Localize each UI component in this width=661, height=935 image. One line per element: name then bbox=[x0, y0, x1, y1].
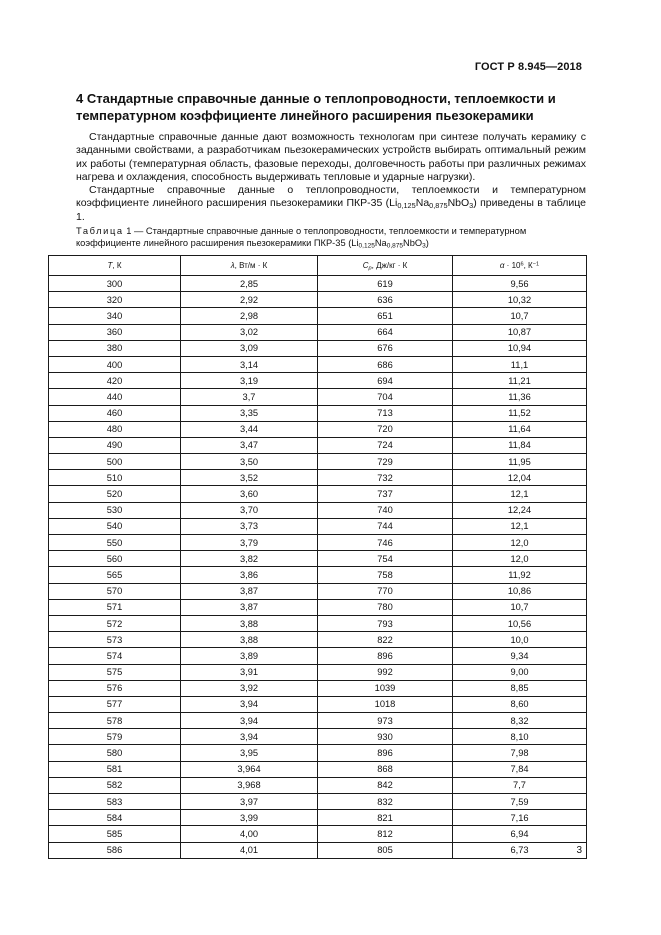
header-expansion-coefficient: $\alpha \cdot 10^6$, $К^{-1}$ bbox=[453, 256, 587, 276]
table-row bbox=[49, 389, 587, 405]
table-row bbox=[49, 842, 587, 858]
cell-heat-capacity: 842 bbox=[318, 777, 453, 793]
cell-expansion: 12,04 bbox=[453, 470, 587, 486]
table-row bbox=[49, 680, 587, 696]
table-row bbox=[49, 276, 587, 292]
cell-expansion: 10,56 bbox=[453, 615, 587, 631]
cell-conductivity: 3,70 bbox=[181, 502, 318, 518]
cell-expansion: 8,10 bbox=[453, 729, 587, 745]
header-heat-capacity: $C_p$, Дж/кг · К bbox=[318, 256, 453, 276]
formula-li-subscript: 0,125 bbox=[397, 201, 416, 211]
cell-conductivity: 3,47 bbox=[181, 437, 318, 453]
cell-expansion: 9,00 bbox=[453, 664, 587, 680]
cell-heat-capacity: 729 bbox=[318, 454, 453, 470]
cell-heat-capacity: 780 bbox=[318, 599, 453, 615]
table-row bbox=[49, 356, 587, 372]
thermal-data-table bbox=[48, 255, 587, 859]
formula-na-subscript: 0,875 bbox=[429, 201, 448, 211]
cell-expansion: 6,94 bbox=[453, 826, 587, 842]
cell-heat-capacity: 724 bbox=[318, 437, 453, 453]
cell-temperature: 586 bbox=[49, 842, 181, 858]
table-row bbox=[49, 761, 587, 777]
cell-temperature: 579 bbox=[49, 729, 181, 745]
cell-heat-capacity: 664 bbox=[318, 324, 453, 340]
cell-temperature: 572 bbox=[49, 615, 181, 631]
paragraph-purpose-text: Стандартные справочные данные дают возможность технологам при синтезе получать керамику с заданными свойствами, а разработчикам пьезокерамических устройств выбирать оптимальный режим их работы (температурная область, фазовые переходы, долговечность работы при различных режимах нагрева и охлаждения, способность выдерживать тепловые и ударные нагрузки). bbox=[76, 131, 586, 184]
table-row bbox=[49, 729, 587, 745]
paragraph-reference-text-end: ) приведены в таблице 1. bbox=[76, 197, 586, 223]
cell-conductivity: 3,14 bbox=[181, 356, 318, 372]
cell-heat-capacity: 720 bbox=[318, 421, 453, 437]
table-row bbox=[49, 696, 587, 712]
cell-heat-capacity: 754 bbox=[318, 551, 453, 567]
cell-expansion: 9,34 bbox=[453, 648, 587, 664]
table-row bbox=[49, 373, 587, 389]
cell-conductivity: 3,02 bbox=[181, 324, 318, 340]
cell-temperature: 480 bbox=[49, 421, 181, 437]
table-row bbox=[49, 567, 587, 583]
cell-temperature: 570 bbox=[49, 583, 181, 599]
cell-expansion: 11,95 bbox=[453, 454, 587, 470]
table-row bbox=[49, 454, 587, 470]
cell-expansion: 11,21 bbox=[453, 373, 587, 389]
cell-temperature: 576 bbox=[49, 680, 181, 696]
cell-expansion: 8,60 bbox=[453, 696, 587, 712]
table-row bbox=[49, 470, 587, 486]
cell-conductivity: 3,87 bbox=[181, 583, 318, 599]
cell-heat-capacity: 896 bbox=[318, 745, 453, 761]
cell-expansion: 9,56 bbox=[453, 276, 587, 292]
table-row bbox=[49, 518, 587, 534]
table-body bbox=[49, 276, 587, 859]
table-row bbox=[49, 324, 587, 340]
table-row bbox=[49, 292, 587, 308]
cell-temperature: 575 bbox=[49, 664, 181, 680]
cell-conductivity: 3,09 bbox=[181, 340, 318, 356]
cell-conductivity: 4,00 bbox=[181, 826, 318, 842]
caption-formula-na: Na bbox=[374, 238, 387, 248]
cell-conductivity: 3,94 bbox=[181, 729, 318, 745]
table-row bbox=[49, 551, 587, 567]
table-row bbox=[49, 340, 587, 356]
cell-temperature: 380 bbox=[49, 340, 181, 356]
caption-formula-na-subscript: 0,875 bbox=[386, 242, 403, 250]
cell-temperature: 520 bbox=[49, 486, 181, 502]
cell-conductivity: 3,92 bbox=[181, 680, 318, 696]
cell-heat-capacity: 822 bbox=[318, 632, 453, 648]
cell-heat-capacity: 1039 bbox=[318, 680, 453, 696]
cell-expansion: 8,85 bbox=[453, 680, 587, 696]
cell-expansion: 7,16 bbox=[453, 810, 587, 826]
table-row bbox=[49, 421, 587, 437]
cell-expansion: 12,1 bbox=[453, 486, 587, 502]
cell-conductivity: 3,95 bbox=[181, 745, 318, 761]
page-number: 3 bbox=[576, 845, 582, 856]
cell-conductivity: 3,60 bbox=[181, 486, 318, 502]
cell-conductivity: 3,79 bbox=[181, 535, 318, 551]
table-caption-end: ) bbox=[425, 238, 429, 248]
section-title: 4 Стандартные справочные данные о теплопроводности, теплоемкости и температурном коэффициенте линейного расширения пьезокерамики bbox=[76, 91, 556, 123]
cell-expansion: 11,36 bbox=[453, 389, 587, 405]
cell-temperature: 400 bbox=[49, 356, 181, 372]
cell-expansion: 11,52 bbox=[453, 405, 587, 421]
cell-heat-capacity: 686 bbox=[318, 356, 453, 372]
cell-heat-capacity: 973 bbox=[318, 713, 453, 729]
table-row bbox=[49, 648, 587, 664]
cell-conductivity: 3,87 bbox=[181, 599, 318, 615]
cell-heat-capacity: 821 bbox=[318, 810, 453, 826]
cell-conductivity: 2,85 bbox=[181, 276, 318, 292]
cell-conductivity: 3,89 bbox=[181, 648, 318, 664]
cell-temperature: 577 bbox=[49, 696, 181, 712]
cell-conductivity: 3,94 bbox=[181, 696, 318, 712]
cell-temperature: 580 bbox=[49, 745, 181, 761]
cell-heat-capacity: 636 bbox=[318, 292, 453, 308]
cell-expansion: 8,32 bbox=[453, 713, 587, 729]
table-row bbox=[49, 794, 587, 810]
cell-heat-capacity: 930 bbox=[318, 729, 453, 745]
cell-expansion: 10,7 bbox=[453, 308, 587, 324]
cell-conductivity: 3,91 bbox=[181, 664, 318, 680]
table-caption-number: 1 bbox=[126, 226, 132, 236]
table-row bbox=[49, 599, 587, 615]
cell-conductivity: 3,99 bbox=[181, 810, 318, 826]
cell-conductivity: 3,964 bbox=[181, 761, 318, 777]
cell-heat-capacity: 704 bbox=[318, 389, 453, 405]
cell-heat-capacity: 651 bbox=[318, 308, 453, 324]
cell-temperature: 530 bbox=[49, 502, 181, 518]
table-row bbox=[49, 745, 587, 761]
cell-conductivity: 3,35 bbox=[181, 405, 318, 421]
cell-temperature: 583 bbox=[49, 794, 181, 810]
formula-o-subscript: 3 bbox=[469, 201, 474, 211]
paragraph-purpose bbox=[76, 131, 586, 185]
cell-conductivity: 2,98 bbox=[181, 308, 318, 324]
cell-heat-capacity: 737 bbox=[318, 486, 453, 502]
table-row bbox=[49, 713, 587, 729]
cell-heat-capacity: 896 bbox=[318, 648, 453, 664]
table-row bbox=[49, 535, 587, 551]
cell-temperature: 585 bbox=[49, 826, 181, 842]
cell-temperature: 360 bbox=[49, 324, 181, 340]
cell-conductivity: 3,44 bbox=[181, 421, 318, 437]
table-row bbox=[49, 486, 587, 502]
cell-expansion: 10,32 bbox=[453, 292, 587, 308]
cell-expansion: 12,1 bbox=[453, 518, 587, 534]
table-caption-text: — Стандартные справочные данные о теплопроводности, теплоемкости и температурном коэффициенте линейного расширения пьезокерамики ПКР-35 ( bbox=[76, 226, 527, 248]
cell-temperature: 565 bbox=[49, 567, 181, 583]
cell-expansion: 10,94 bbox=[453, 340, 587, 356]
table-row bbox=[49, 502, 587, 518]
table-header-row bbox=[49, 256, 587, 276]
cell-conductivity: 3,94 bbox=[181, 713, 318, 729]
header-temperature: T, К bbox=[49, 256, 181, 276]
cell-heat-capacity: 793 bbox=[318, 615, 453, 631]
cell-conductivity: 3,73 bbox=[181, 518, 318, 534]
cell-heat-capacity: 758 bbox=[318, 567, 453, 583]
table-row bbox=[49, 826, 587, 842]
cell-expansion: 7,84 bbox=[453, 761, 587, 777]
cell-expansion: 10,0 bbox=[453, 632, 587, 648]
cell-heat-capacity: 619 bbox=[318, 276, 453, 292]
table-row bbox=[49, 583, 587, 599]
cell-expansion: 7,7 bbox=[453, 777, 587, 793]
cell-expansion: 12,0 bbox=[453, 535, 587, 551]
caption-formula-li: Li bbox=[351, 238, 359, 248]
cell-temperature: 420 bbox=[49, 373, 181, 389]
cell-temperature: 581 bbox=[49, 761, 181, 777]
cell-temperature: 320 bbox=[49, 292, 181, 308]
cell-temperature: 510 bbox=[49, 470, 181, 486]
cell-temperature: 573 bbox=[49, 632, 181, 648]
cell-conductivity: 3,7 bbox=[181, 389, 318, 405]
formula-nbo: NbO bbox=[447, 197, 470, 210]
cell-temperature: 490 bbox=[49, 437, 181, 453]
header-thermal-conductivity: λ, Вт/м · К bbox=[181, 256, 318, 276]
cell-heat-capacity: 1018 bbox=[318, 696, 453, 712]
cell-heat-capacity: 676 bbox=[318, 340, 453, 356]
table-row bbox=[49, 664, 587, 680]
caption-formula-li-subscript: 0,125 bbox=[358, 242, 375, 250]
caption-formula-nbo: NbO bbox=[403, 238, 423, 248]
cell-temperature: 460 bbox=[49, 405, 181, 421]
table-row bbox=[49, 632, 587, 648]
cell-conductivity: 3,52 bbox=[181, 470, 318, 486]
table-row bbox=[49, 615, 587, 631]
cell-conductivity: 3,50 bbox=[181, 454, 318, 470]
cell-heat-capacity: 740 bbox=[318, 502, 453, 518]
cell-heat-capacity: 770 bbox=[318, 583, 453, 599]
cell-expansion: 6,73 bbox=[453, 842, 587, 858]
cell-expansion: 12,0 bbox=[453, 551, 587, 567]
cell-heat-capacity: 746 bbox=[318, 535, 453, 551]
cell-heat-capacity: 868 bbox=[318, 761, 453, 777]
cell-conductivity: 3,19 bbox=[181, 373, 318, 389]
cell-heat-capacity: 744 bbox=[318, 518, 453, 534]
cell-heat-capacity: 805 bbox=[318, 842, 453, 858]
table-row bbox=[49, 437, 587, 453]
cell-heat-capacity: 992 bbox=[318, 664, 453, 680]
caption-formula-o-subscript: 3 bbox=[422, 242, 426, 250]
cell-heat-capacity: 713 bbox=[318, 405, 453, 421]
cell-temperature: 582 bbox=[49, 777, 181, 793]
cell-expansion: 10,87 bbox=[453, 324, 587, 340]
cell-conductivity: 3,88 bbox=[181, 615, 318, 631]
cell-heat-capacity: 832 bbox=[318, 794, 453, 810]
cell-heat-capacity: 694 bbox=[318, 373, 453, 389]
table-caption bbox=[76, 225, 586, 249]
cell-temperature: 300 bbox=[49, 276, 181, 292]
cell-conductivity: 3,86 bbox=[181, 567, 318, 583]
cell-conductivity: 2,92 bbox=[181, 292, 318, 308]
cell-conductivity: 4,01 bbox=[181, 842, 318, 858]
cell-expansion: 11,92 bbox=[453, 567, 587, 583]
cell-expansion: 10,7 bbox=[453, 599, 587, 615]
table-row bbox=[49, 810, 587, 826]
cell-temperature: 560 bbox=[49, 551, 181, 567]
cell-expansion: 12,24 bbox=[453, 502, 587, 518]
document-code: ГОСТ Р 8.945—2018 bbox=[474, 61, 582, 73]
cell-temperature: 574 bbox=[49, 648, 181, 664]
cell-temperature: 440 bbox=[49, 389, 181, 405]
cell-expansion: 11,1 bbox=[453, 356, 587, 372]
cell-temperature: 578 bbox=[49, 713, 181, 729]
table-caption-label: Таблица bbox=[76, 226, 124, 236]
paragraph-table-reference bbox=[76, 184, 586, 224]
cell-temperature: 584 bbox=[49, 810, 181, 826]
cell-conductivity: 3,97 bbox=[181, 794, 318, 810]
cell-conductivity: 3,968 bbox=[181, 777, 318, 793]
paragraph-reference-text-start: Стандартные справочные данные о теплопроводности, теплоемкости и температурном коэффициенте линейного расширения пьезокерамики ПКР-35 (Li bbox=[76, 184, 586, 210]
cell-expansion: 10,86 bbox=[453, 583, 587, 599]
table-row bbox=[49, 308, 587, 324]
cell-heat-capacity: 812 bbox=[318, 826, 453, 842]
table-row bbox=[49, 777, 587, 793]
formula-na: Na bbox=[415, 197, 430, 210]
cell-expansion: 11,64 bbox=[453, 421, 587, 437]
cell-expansion: 7,59 bbox=[453, 794, 587, 810]
cell-temperature: 550 bbox=[49, 535, 181, 551]
cell-conductivity: 3,82 bbox=[181, 551, 318, 567]
cell-temperature: 500 bbox=[49, 454, 181, 470]
table-row bbox=[49, 405, 587, 421]
cell-expansion: 7,98 bbox=[453, 745, 587, 761]
cell-conductivity: 3,88 bbox=[181, 632, 318, 648]
cell-expansion: 11,84 bbox=[453, 437, 587, 453]
cell-temperature: 340 bbox=[49, 308, 181, 324]
cell-heat-capacity: 732 bbox=[318, 470, 453, 486]
cell-temperature: 540 bbox=[49, 518, 181, 534]
cell-temperature: 571 bbox=[49, 599, 181, 615]
